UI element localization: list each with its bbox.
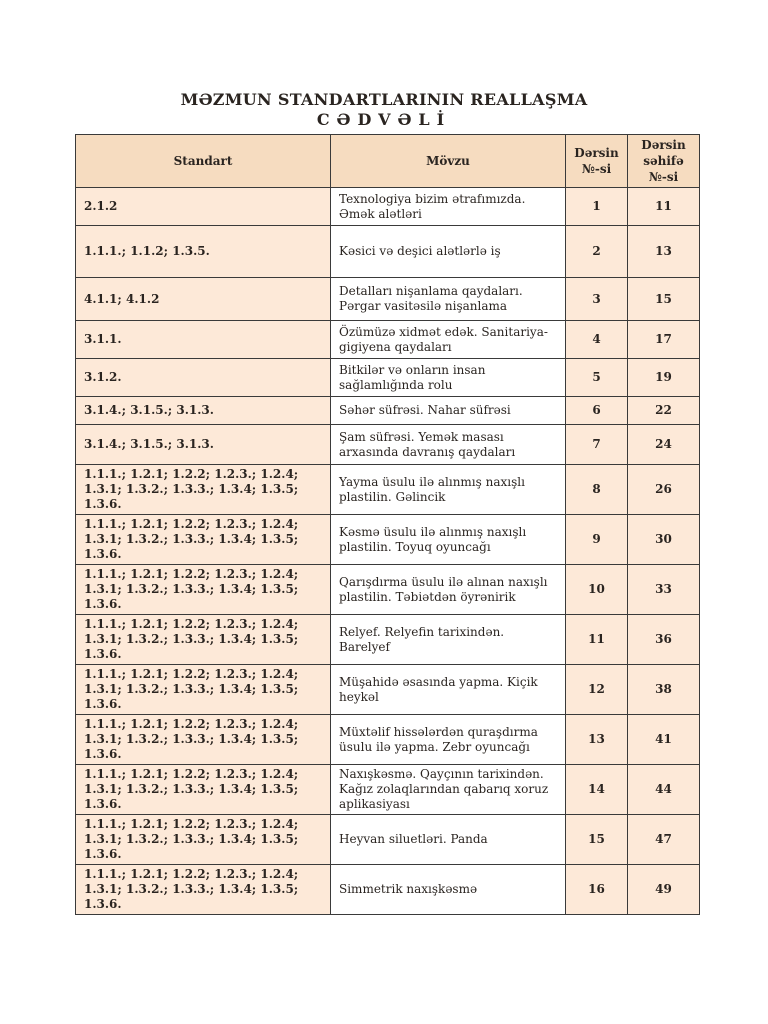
cell-standart: 1.1.1.; 1.2.1; 1.2.2; 1.2.3.; 1.2.4; 1.3.1; 1.3.2.; 1.3.3.; 1.3.4; 1.3.5; 1.3.6.: [76, 615, 331, 665]
header-dersin-no-line1: Dərsin: [574, 146, 619, 160]
header-dersin-sehife: [628, 135, 700, 188]
cell-movzu: Səhər süfrəsi. Nahar süfrəsi: [331, 397, 566, 425]
cell-dersin-no: 1: [566, 188, 628, 226]
cell-standart: 1.1.1.; 1.2.1; 1.2.2; 1.2.3.; 1.2.4; 1.3.1; 1.3.2.; 1.3.3.; 1.3.4; 1.3.5; 1.3.6.: [76, 815, 331, 865]
cell-movzu: Bitkilər və onların insan sağlamlığında rolu: [331, 359, 566, 397]
cell-dersin-no: 12: [566, 665, 628, 715]
document-title: [0, 90, 768, 130]
table-row: [76, 321, 700, 359]
cell-dersin-sehife: 22: [628, 397, 700, 425]
cell-dersin-no: 15: [566, 815, 628, 865]
table-row: [76, 765, 700, 815]
cell-standart: 3.1.1.: [76, 321, 331, 359]
cell-dersin-no: 2: [566, 226, 628, 278]
cell-movzu: Kəsmə üsulu ilə alınmış naxışlı plastilin. Toyuq oyuncağı: [331, 515, 566, 565]
cell-dersin-sehife: 17: [628, 321, 700, 359]
cell-movzu: Şam süfrəsi. Yemək masası arxasında davranış qaydaları: [331, 425, 566, 465]
cell-standart: 2.1.2: [76, 188, 331, 226]
cell-dersin-sehife: 19: [628, 359, 700, 397]
cell-standart: 1.1.1.; 1.2.1; 1.2.2; 1.2.3.; 1.2.4; 1.3.1; 1.3.2.; 1.3.3.; 1.3.4; 1.3.5; 1.3.6.: [76, 665, 331, 715]
table-header-row: [76, 135, 700, 188]
cell-standart: 1.1.1.; 1.2.1; 1.2.2; 1.2.3.; 1.2.4; 1.3.1; 1.3.2.; 1.3.3.; 1.3.4; 1.3.5; 1.3.6.: [76, 765, 331, 815]
cell-standart: 1.1.1.; 1.2.1; 1.2.2; 1.2.3.; 1.2.4; 1.3.1; 1.3.2.; 1.3.3.; 1.3.4; 1.3.5; 1.3.6.: [76, 465, 331, 515]
table-row: [76, 465, 700, 515]
cell-dersin-sehife: 36: [628, 615, 700, 665]
header-dersin-no-line2: №-si: [581, 162, 612, 176]
cell-standart: 1.1.1.; 1.2.1; 1.2.2; 1.2.3.; 1.2.4; 1.3.1; 1.3.2.; 1.3.3.; 1.3.4; 1.3.5; 1.3.6.: [76, 865, 331, 915]
table-row: [76, 278, 700, 321]
cell-dersin-no: 7: [566, 425, 628, 465]
header-dersin-no: [566, 135, 628, 188]
table-row: [76, 565, 700, 615]
table-row: [76, 425, 700, 465]
cell-dersin-no: 10: [566, 565, 628, 615]
header-movzu: Mövzu: [331, 135, 566, 188]
cell-dersin-sehife: 44: [628, 765, 700, 815]
cell-dersin-sehife: 49: [628, 865, 700, 915]
cell-movzu: Texnologiya bizim ətrafımızda. Əmək alətləri: [331, 188, 566, 226]
table-row: [76, 865, 700, 915]
cell-dersin-sehife: 26: [628, 465, 700, 515]
table-row: [76, 665, 700, 715]
cell-dersin-sehife: 24: [628, 425, 700, 465]
standards-table: [75, 134, 700, 915]
cell-dersin-no: 16: [566, 865, 628, 915]
cell-dersin-no: 13: [566, 715, 628, 765]
title-line-1: MƏZMUN STANDARTLARININ REALLAŞMA: [180, 90, 588, 109]
cell-dersin-no: 3: [566, 278, 628, 321]
cell-dersin-no: 6: [566, 397, 628, 425]
cell-dersin-no: 14: [566, 765, 628, 815]
header-dersin-sehife-line1: Dərsin: [641, 138, 686, 152]
header-dersin-sehife-line3: №-si: [648, 170, 679, 184]
cell-dersin-sehife: 47: [628, 815, 700, 865]
cell-movzu: Müşahidə əsasında yapma. Kiçik heykəl: [331, 665, 566, 715]
table-row: [76, 815, 700, 865]
cell-movzu: Qarışdırma üsulu ilə alınan naxışlı plastilin. Təbiətdən öyrənirik: [331, 565, 566, 615]
title-line-2: CƏDVƏLİ: [316, 110, 452, 129]
cell-dersin-no: 9: [566, 515, 628, 565]
cell-dersin-no: 8: [566, 465, 628, 515]
cell-dersin-sehife: 13: [628, 226, 700, 278]
cell-movzu: Özümüzə xidmət edək. Sanitariya-gigiyena qaydaları: [331, 321, 566, 359]
cell-standart: 1.1.1.; 1.2.1; 1.2.2; 1.2.3.; 1.2.4; 1.3.1; 1.3.2.; 1.3.3.; 1.3.4; 1.3.5; 1.3.6.: [76, 565, 331, 615]
cell-standart: 1.1.1.; 1.2.1; 1.2.2; 1.2.3.; 1.2.4; 1.3.1; 1.3.2.; 1.3.3.; 1.3.4; 1.3.5; 1.3.6.: [76, 715, 331, 765]
cell-standart: 1.1.1.; 1.1.2; 1.3.5.: [76, 226, 331, 278]
cell-dersin-sehife: 41: [628, 715, 700, 765]
cell-movzu: Simmetrik naxışkəsmə: [331, 865, 566, 915]
table-row: [76, 188, 700, 226]
cell-movzu: Relyef. Relyefin tarixindən. Barelyef: [331, 615, 566, 665]
cell-movzu: Heyvan siluetləri. Panda: [331, 815, 566, 865]
cell-movzu: Müxtəlif hissələrdən quraşdırma üsulu ilə yapma. Zebr oyuncağı: [331, 715, 566, 765]
cell-dersin-no: 11: [566, 615, 628, 665]
cell-standart: 3.1.4.; 3.1.5.; 3.1.3.: [76, 425, 331, 465]
cell-dersin-no: 4: [566, 321, 628, 359]
table-row: [76, 397, 700, 425]
table-row: [76, 226, 700, 278]
cell-dersin-sehife: 11: [628, 188, 700, 226]
cell-movzu: Detalları nişanlama qaydaları. Pərgar vasitəsilə nişanlama: [331, 278, 566, 321]
cell-dersin-sehife: 30: [628, 515, 700, 565]
cell-standart: 4.1.1; 4.1.2: [76, 278, 331, 321]
cell-movzu: Kəsici və deşici alətlərlə iş: [331, 226, 566, 278]
header-dersin-sehife-line2: səhifə: [643, 154, 684, 168]
cell-standart: 1.1.1.; 1.2.1; 1.2.2; 1.2.3.; 1.2.4; 1.3.1; 1.3.2.; 1.3.3.; 1.3.4; 1.3.5; 1.3.6.: [76, 515, 331, 565]
cell-dersin-sehife: 33: [628, 565, 700, 615]
cell-dersin-no: 5: [566, 359, 628, 397]
table-row: [76, 715, 700, 765]
cell-dersin-sehife: 15: [628, 278, 700, 321]
table-body: [76, 188, 700, 915]
cell-dersin-sehife: 38: [628, 665, 700, 715]
cell-standart: 3.1.4.; 3.1.5.; 3.1.3.: [76, 397, 331, 425]
header-standart: Standart: [76, 135, 331, 188]
cell-standart: 3.1.2.: [76, 359, 331, 397]
table-row: [76, 515, 700, 565]
cell-movzu: Yayma üsulu ilə alınmış naxışlı plastilin. Gəlincik: [331, 465, 566, 515]
cell-movzu: Naxışkəsmə. Qayçının tarixindən. Kağız zolaqlarından qabarıq xoruz aplikasiyası: [331, 765, 566, 815]
table-row: [76, 615, 700, 665]
table-row: [76, 359, 700, 397]
